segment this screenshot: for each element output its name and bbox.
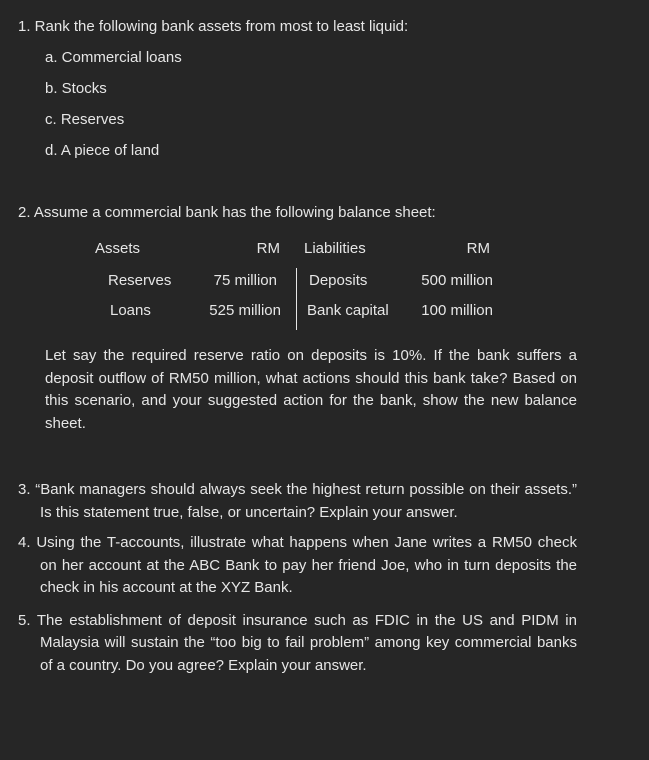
question-3: 3. “Bank managers should always seek the highest return possible on their assets.” Is this statement true, false, or uncertain? Explain your answer. [18,481,577,521]
liability-value: 500 million [421,272,493,289]
questions-flow [18,345,577,685]
t-account-divider [296,268,297,330]
asset-name: Reserves [108,272,172,289]
asset-name: Loans [110,302,151,319]
assets-header: Assets [95,240,141,257]
question-4: 4. Using the T-accounts, illustrate what happens when Jane writes a RM50 check on her account at the ABC Bank to pay her friend Joe, who in turn deposits the check in his account at the XYZ Bank. [18,534,577,596]
q1-option-c: c. Reserves [45,111,125,128]
liabilities-header: Liabilities [304,240,366,257]
q1-option-d: d. A piece of land [45,142,160,159]
q1-option-b: b. Stocks [45,80,107,97]
asset-value: 525 million [209,302,281,319]
liability-value: 100 million [421,302,493,319]
question-1: 1. Rank the following bank assets from most to least liquid: [18,18,409,35]
asset-value: 75 million [213,272,277,289]
question-5: 5. The establishment of deposit insurance such as FDIC in the US and PIDM in Malaysia will sustain the “too big to fail problem” among key commercial banks of a country. Do you agree? Explain your answer. [18,611,577,674]
question-2: 2. Assume a commercial bank has the following balance sheet: [18,204,436,221]
rm-header-assets: RM [256,240,280,257]
rm-header-liabilities: RM [466,240,490,257]
liability-name: Deposits [309,272,368,289]
liability-name: Bank capital [307,302,389,319]
q2-body: Let say the required reserve ratio on deposits is 10%. If the bank suffers a deposit outflow of RM50 million, what actions should this bank take? Based on this scenario, and your suggested action for the bank, show the new balance sheet. [45,347,577,432]
q1-option-a: a. Commercial loans [45,49,182,66]
